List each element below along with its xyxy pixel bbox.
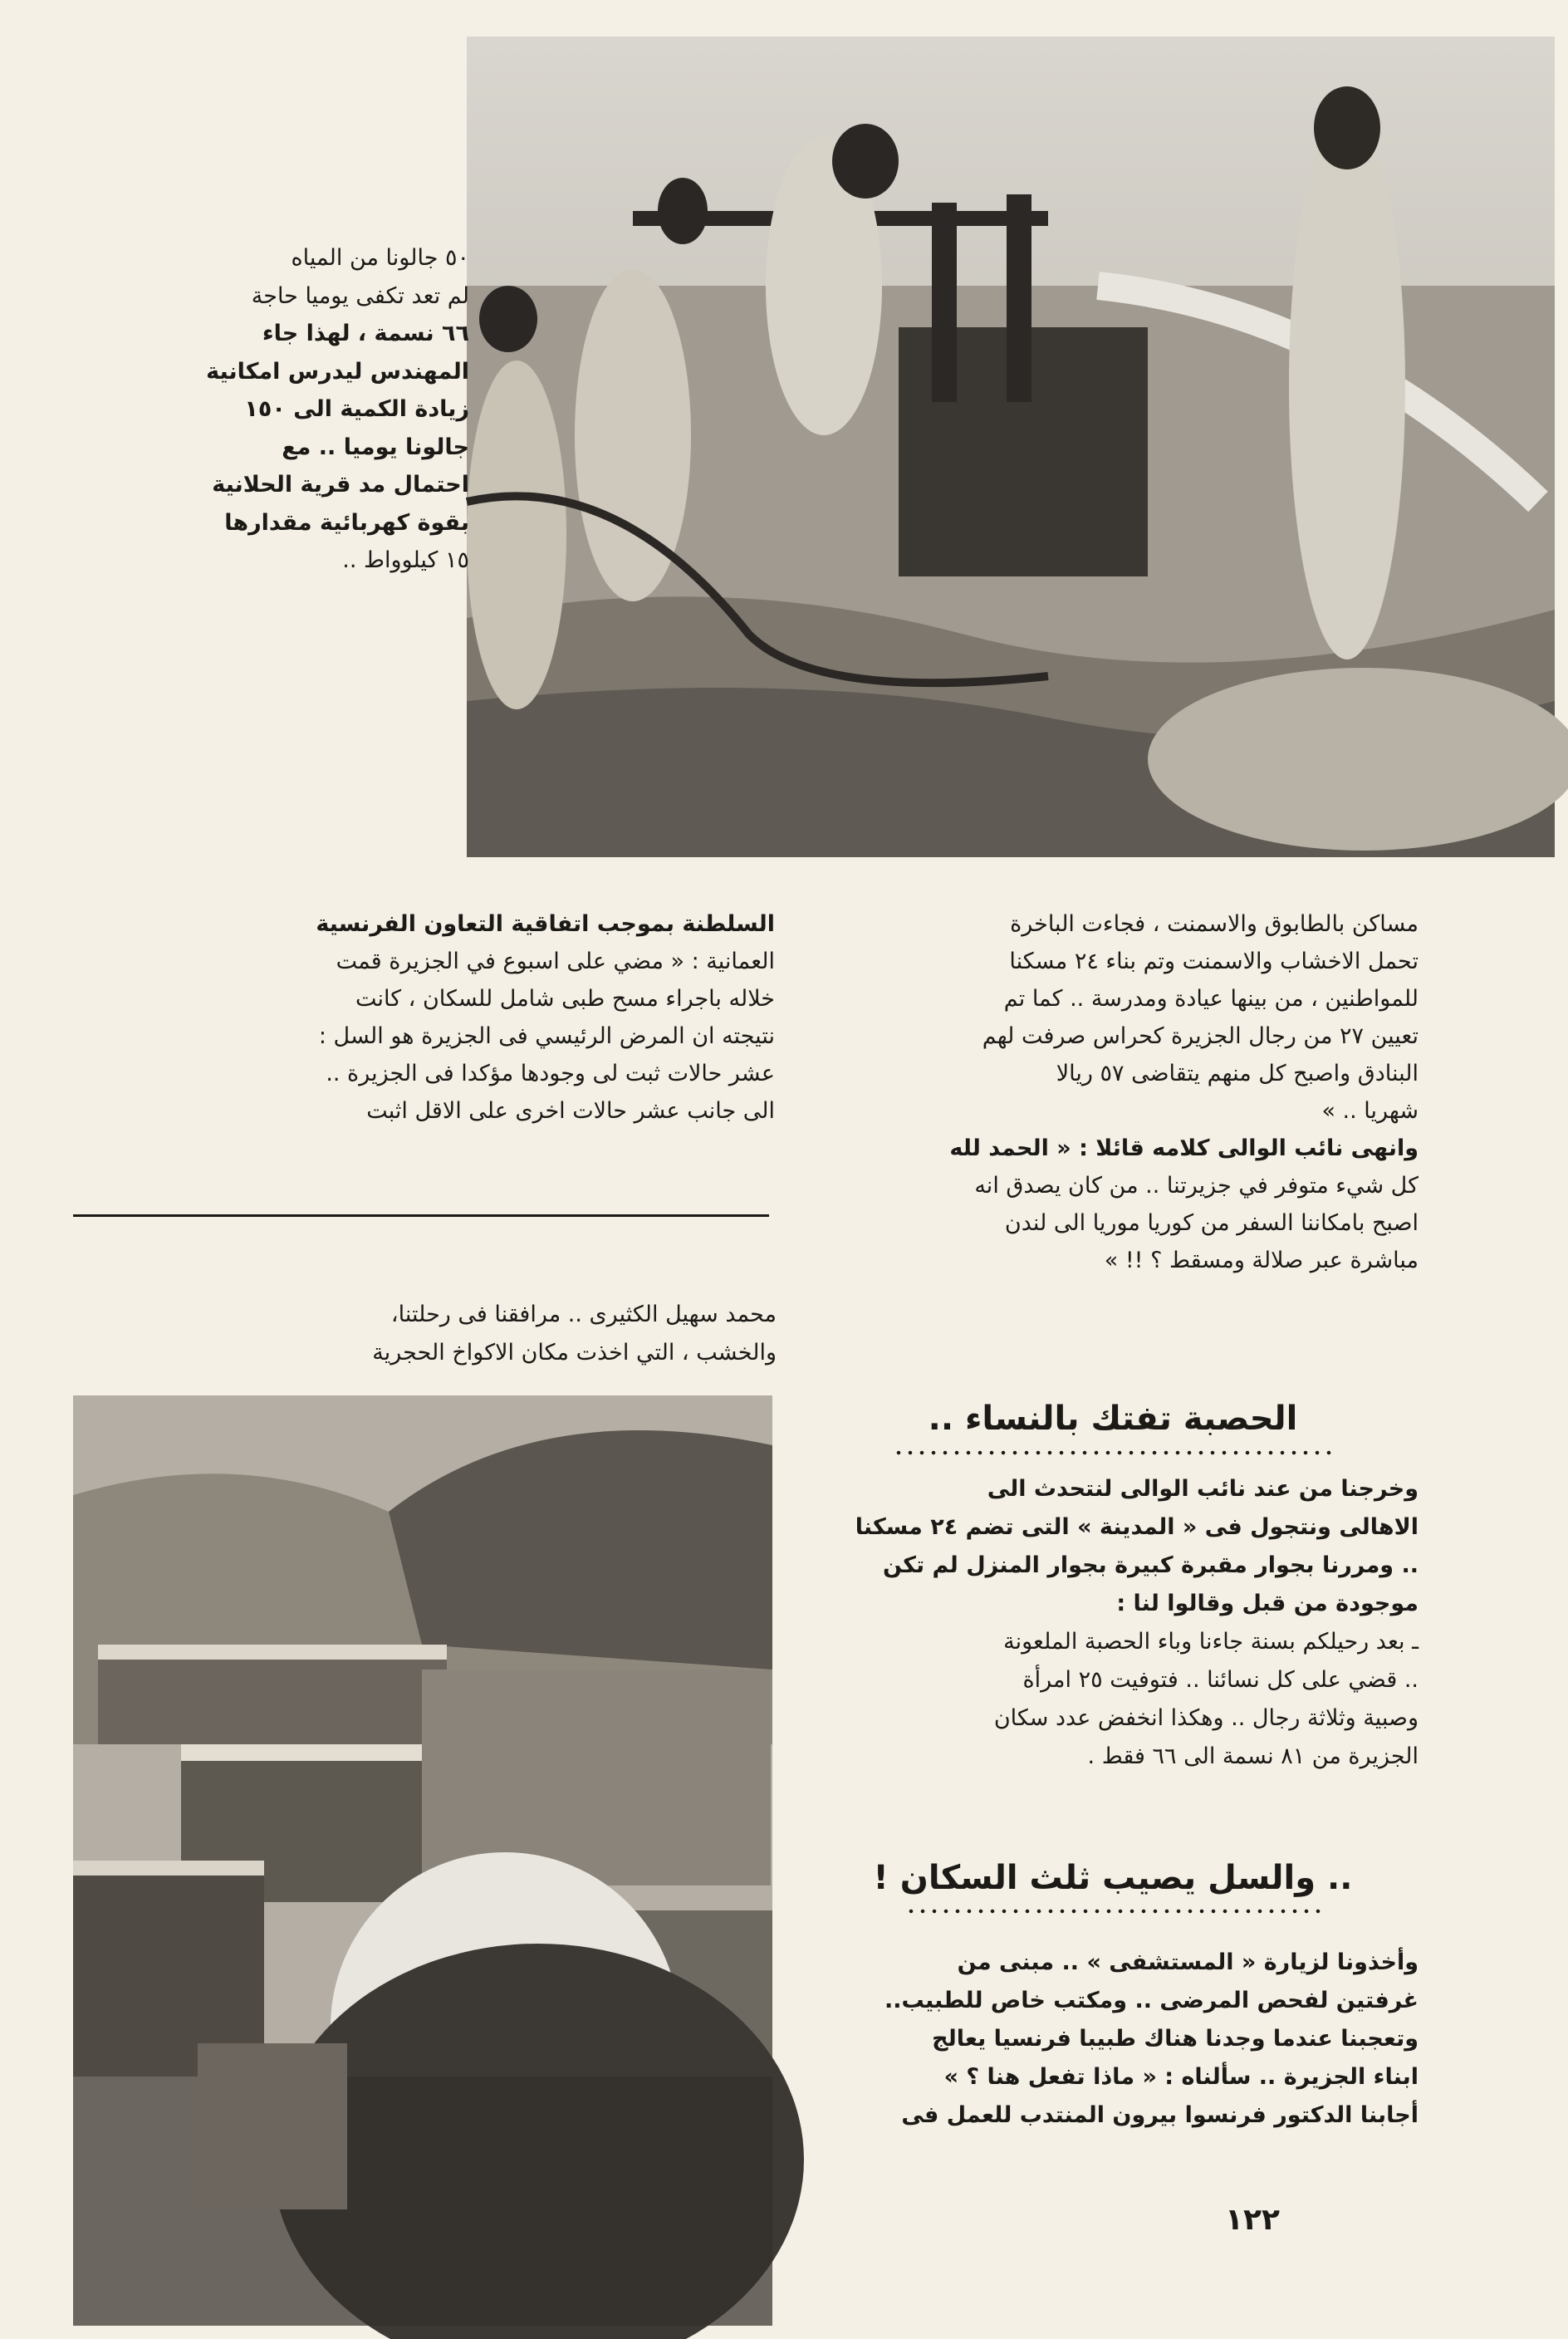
article-column-left-top	[179, 905, 775, 1130]
text-line: وانهى نائب الوالى كلامه قائلا : « الحمد لله	[949, 1135, 1419, 1161]
article-column-right-bottom	[806, 1944, 1419, 2135]
text-line: تحمل الاخشاب والاسمنت وتم بناء ٢٤ مسكنا	[1009, 949, 1419, 974]
caption-line: احتمال مد قرية الحلانية	[212, 472, 469, 498]
text-line: أجابنا الدكتور فرنسوا بيرون المنتدب للعمل فى	[901, 2102, 1419, 2128]
text-line: الى جانب عشر حالات اخرى على الاقل اثبت	[366, 1098, 775, 1124]
text-line: للمواطنين ، من بينها عيادة ومدرسة .. كما تم	[1003, 986, 1419, 1012]
photo-new-houses	[73, 1395, 772, 2326]
text-line: الجزيرة من ٨١ نسمة الى ٦٦ فقط .	[1087, 1743, 1419, 1769]
text-line: مساكن بالطابوق والاسمنت ، فجاءت الباخرة	[1010, 911, 1419, 937]
heading-underline	[905, 1909, 1321, 1914]
text-line: اصبح بامكاننا السفر من كوريا موريا الى لندن	[1004, 1210, 1419, 1236]
article-column-right-top	[806, 905, 1419, 1279]
caption-line: جالونا يوميا .. مع	[282, 434, 469, 460]
text-line: .. قضي على كل نسائنا .. فتوفيت ٢٥ امرأة	[1022, 1667, 1419, 1693]
text-line: شهريا .. »	[1321, 1098, 1419, 1124]
text-line: مباشرة عبر صلالة ومسقط ؟ !! »	[1104, 1248, 1419, 1273]
section-divider	[73, 1214, 769, 1217]
text-line: .. ومررنا بجوار مقبرة كبيرة بجوار المنزل لم تكن	[882, 1552, 1419, 1578]
caption-line: محمد سهيل الكثيرى .. مرافقنا فى رحلتنا،	[390, 1302, 777, 1327]
section-heading-tuberculosis: .. والسل يصيب ثلث السكان !	[873, 1859, 1353, 1897]
text-line: وصبية وثلاثة رجال .. وهكذا انخفض عدد سكان	[993, 1705, 1419, 1731]
page-number: ١٢٢	[1225, 2203, 1280, 2237]
article-column-right-mid	[806, 1470, 1419, 1776]
text-line: ابناء الجزيرة .. سألناه : « ماذا تفعل هنا ؟ »	[943, 2064, 1419, 2090]
heading-underline	[893, 1450, 1333, 1455]
text-line: وتعجبنا عندما وجدنا هناك طبيبا فرنسيا يعالج	[932, 2026, 1419, 2052]
text-line: الاهالى ونتجول فى « المدينة » التى تضم ٢٤ مسكنا	[855, 1514, 1419, 1540]
caption-line: زيادة الكمية الى ١٥٠	[244, 396, 469, 422]
text-line: نتيجته ان المرض الرئيسي فى الجزيرة هو السل :	[318, 1023, 775, 1049]
text-line: السلطنة بموجب اتفاقية التعاون الفرنسية	[316, 911, 775, 937]
text-line: غرفتين لفحص المرضى .. ومكتب خاص للطبيب..	[884, 1988, 1419, 2013]
photo-water-well	[467, 37, 1555, 857]
photo-caption-water	[206, 239, 469, 580]
text-line: العمانية : « مضي على اسبوع في الجزيرة قمت	[336, 949, 775, 974]
text-line: كل شيء متوفر في جزيرتنا .. من كان يصدق انه	[974, 1173, 1419, 1199]
caption-line: والخشب ، التي اخذت مكان الاكواخ الحجرية	[372, 1340, 777, 1366]
caption-line: بقوة كهربائية مقدارها	[224, 509, 469, 536]
text-line: وخرجنا من عند نائب الوالى لنتحدث الى	[987, 1476, 1419, 1502]
caption-line: ٥٠ جالونا من المياه	[291, 245, 469, 271]
text-line: ـ بعد رحيلكم بسنة جاءنا وباء الحصبة الملعونة	[1003, 1629, 1419, 1655]
text-line: البنادق واصبح كل منهم يتقاضى ٥٧ ريالا	[1056, 1061, 1419, 1086]
caption-line: ١٥ كيلوواط ..	[342, 547, 469, 573]
text-line: تعيين ٢٧ من رجال الجزيرة كحراس صرفت لهم	[982, 1023, 1419, 1049]
text-line: وأخذونا لزيارة « المستشفى » .. مبنى من	[957, 1949, 1419, 1975]
caption-line: لم تعد تكفى يوميا حاجة	[251, 282, 469, 309]
caption-line: ٦٦ نسمة ، لهذا جاء	[262, 321, 469, 346]
section-heading-measles: الحصبة تفتك بالنساء ..	[928, 1400, 1298, 1438]
photo-caption-houses	[137, 1296, 777, 1372]
caption-line: المهندس ليدرس امكانية	[206, 358, 469, 385]
text-line: خلاله باجراء مسح طبى شامل للسكان ، كانت	[355, 986, 775, 1012]
text-line: موجودة من قبل وقالوا لنا :	[1116, 1591, 1419, 1616]
text-line: عشر حالات ثبت لى وجودها مؤكدا فى الجزيرة ..	[326, 1061, 775, 1086]
